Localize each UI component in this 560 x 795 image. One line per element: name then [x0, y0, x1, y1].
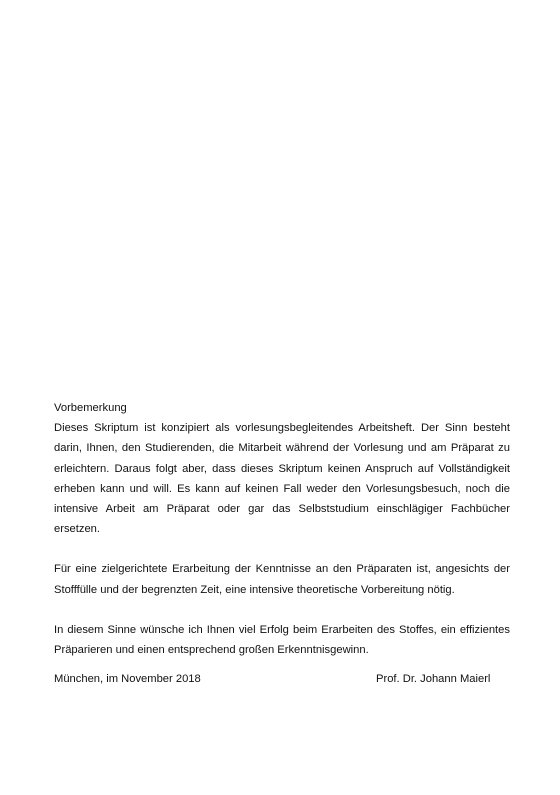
preface-paragraph-2: Für eine zielgerichtete Erarbeitung der Kenntnisse an den Präparaten ist, angesichts der Stofffülle und der begrenzten Zeit, eine intensive theoretische Vorbereitung nötig. [54, 563, 510, 596]
author-name: Prof. Dr. Johann Maierl [376, 673, 491, 685]
preface-heading: Vorbemerkung [54, 402, 127, 414]
preface-section [54, 398, 510, 660]
preface-paragraph-3: In diesem Sinne wünsche ich Ihnen viel Erfolg beim Erarbeiten des Stoffes, ein effizientes Präparieren und einen entsprechend großen Erkenntnisgewinn. [54, 623, 510, 657]
place-date: München, im November 2018 [54, 673, 201, 685]
preface-paragraph-1: Dieses Skriptum ist konzipiert als vorlesungsbegleitendes Arbeitsheft. Der Sinn besteht darin, Ihnen, den Studierenden, die Mitarbeit während der Vorlesung und am Präparat zu erleichtern. Daraus folgt aber, dass dieses Skriptum keinen Anspruch auf Vollständigkeit erheben kann und will. Es kann auf keinen Fall weder den Vorlesungsbesuch, noch die intensive Arbeit am Präparat oder gar das Selbststudium einschlägiger Fachbücher ersetzen. [54, 422, 510, 536]
